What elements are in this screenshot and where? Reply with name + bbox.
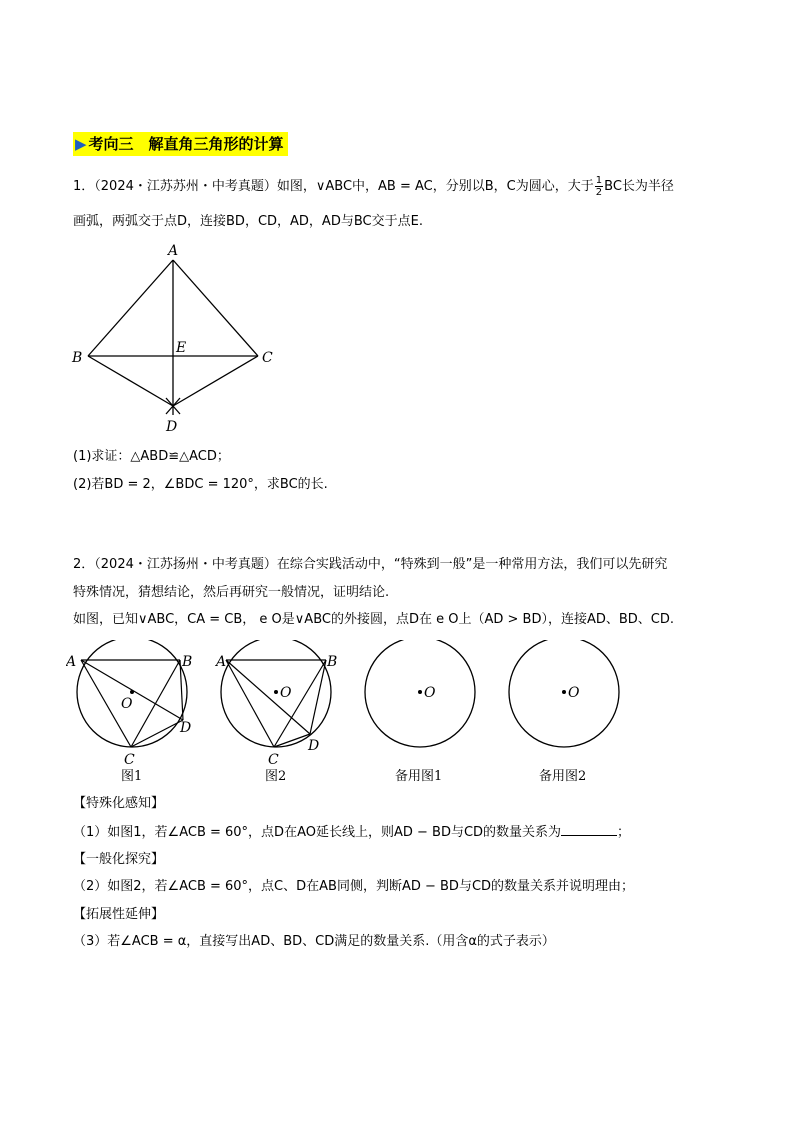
center-dot-backup1 xyxy=(418,690,422,694)
fig1-caption: 图1 xyxy=(121,769,143,784)
center-dot-fig1 xyxy=(130,690,134,694)
fraction-one-half xyxy=(595,175,603,198)
q2-part1 xyxy=(73,823,630,842)
q2-figure-2 xyxy=(214,640,337,784)
fig2-label-C: C xyxy=(268,752,279,768)
q2-line1: 2．（2024・江苏扬州・中考真题）在综合实践活动中，“特殊到一般”是一种常用方法，我们可以先研究 xyxy=(73,557,668,572)
backup1-label-O: O xyxy=(424,685,436,701)
center-dot-backup2 xyxy=(562,690,566,694)
fig1-label-O: O xyxy=(121,696,133,712)
q2-part2: （2）如图2，若∠ACB = 60°，点C、D在AB同侧，判断AD − BD与CD的数量关系并说明理由； xyxy=(73,879,635,894)
fig1-label-B: B xyxy=(182,654,193,670)
q1-sub1: (1)求证：△ABD≌△ACD； xyxy=(73,449,230,464)
q2-line2: 特殊情况，猜想结论，然后再研究一般情况，证明结论. xyxy=(73,585,390,600)
q1-figure xyxy=(66,238,286,438)
q1-line1-b: BC长为半径 xyxy=(604,179,674,194)
fig1-label-A: A xyxy=(66,654,77,670)
fig2-label-A: A xyxy=(216,654,227,670)
q2-part3: （3）若∠ACB = α，直接写出AD、BD、CD满足的数量关系.（用含α的式子表示） xyxy=(73,934,555,949)
answer-blank[interactable] xyxy=(561,823,617,836)
q2-heading-2: 【一般化探究】 xyxy=(73,852,165,867)
q1-line2: 画弧，两弧交于点D，连接BD，CD，AD，AD与BC交于点E. xyxy=(73,214,423,229)
segment-CD xyxy=(173,356,258,406)
q2-part1-text: （1）如图1，若∠ACB = 60°，点D在AO延长线上，则AD − BD与CD的数量关系为 xyxy=(73,825,562,840)
q1-sub2: (2)若BD = 2，∠BDC = 120°，求BC的长. xyxy=(73,477,328,492)
fraction-numerator: 1 xyxy=(595,175,603,186)
q2-heading-3: 【拓展性延伸】 xyxy=(73,907,165,922)
q1-line1-a: 1．（2024・江苏苏州・中考真题）如图，∨ABC中，AB = AC，分别以B，C为圆心，大于 xyxy=(73,179,594,194)
backup2-caption: 备用图2 xyxy=(539,769,587,784)
q2-backup-figure-1 xyxy=(365,640,475,784)
q1-line1 xyxy=(73,175,674,198)
label-E: E xyxy=(176,340,187,356)
fig2-label-B: B xyxy=(327,654,338,670)
label-C: C xyxy=(262,350,273,366)
play-triangle-icon: ▶ xyxy=(75,135,87,153)
q2-part1-end: ； xyxy=(617,825,631,840)
label-A: A xyxy=(168,243,179,259)
center-dot-fig2 xyxy=(274,690,278,694)
fraction-denominator: 2 xyxy=(595,187,603,198)
backup1-caption: 备用图1 xyxy=(395,769,443,784)
fig1-label-C: C xyxy=(124,752,135,768)
fig2-label-D: D xyxy=(308,738,320,754)
backup2-label-O: O xyxy=(568,685,580,701)
segment-BD xyxy=(88,356,173,406)
q2-backup-figure-2 xyxy=(509,640,619,784)
q2-heading-1: 【特殊化感知】 xyxy=(73,796,165,811)
fig2-caption: 图2 xyxy=(265,769,287,784)
fig1-label-D: D xyxy=(180,720,192,736)
q2-line3: 如图，已知∨ABC，CA = CB， e O是∨ABC的外接圆，点D在 e O上（AD > BD），连接AD、BD、CD. xyxy=(73,612,675,627)
q2-figures xyxy=(66,640,666,790)
segment-AB xyxy=(88,260,173,356)
fig2-label-O: O xyxy=(280,685,292,701)
label-D: D xyxy=(166,419,178,435)
section-title xyxy=(73,132,288,156)
label-B: B xyxy=(72,350,83,366)
q2-figure-1 xyxy=(66,640,192,784)
section-title-text: 考向三 解直角三角形的计算 xyxy=(88,135,284,153)
